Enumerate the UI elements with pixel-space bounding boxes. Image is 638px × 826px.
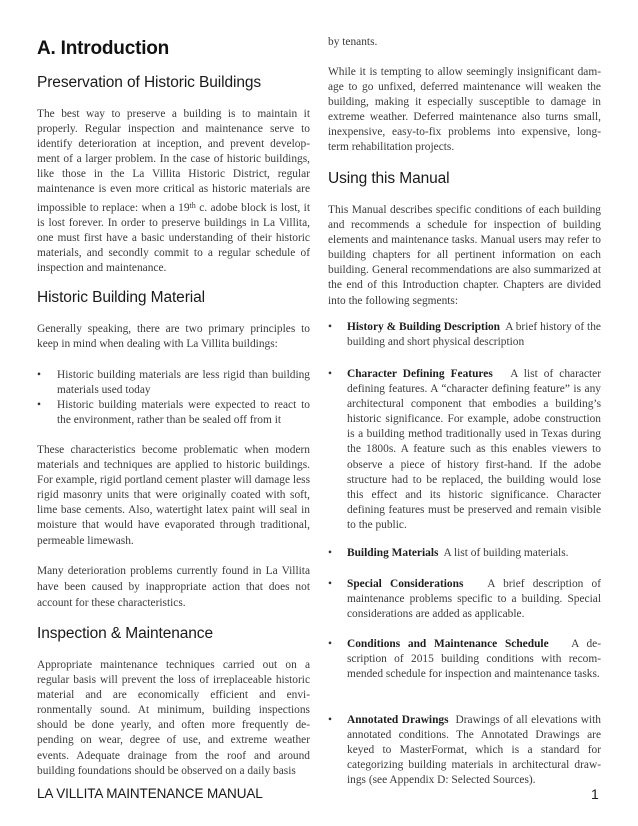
ordinal-suffix: th <box>189 200 196 210</box>
bullet-icon: • <box>328 547 332 559</box>
footer-title: LA VILLITA MAINTENANCE MANUAL <box>37 786 263 801</box>
deferred-maintenance-paragraph: While it is tempting to allow seemingly insignificant damage to go unfixed, deferred maintenance will weaken the building, making it especially susceptible to damage in extreme weather. Deferred maintenance also turns small, inexpensive, easy-to-fix problems into expensive, long-term rehabilitation projects. <box>328 66 601 154</box>
chapter-title: A. Introduction <box>37 38 170 59</box>
section-heading-historic-material: Historic Building Material <box>37 289 205 306</box>
bullet-icon: • <box>37 369 41 381</box>
bullet-icon: • <box>37 399 41 412</box>
historic-material-intro: Generally speaking, there are two primary principles to keep in mind when dealing with La Villita buildings: <box>37 323 310 351</box>
segment-description: Drawings of all elevations with annotated conditions. The Annotated Drawings are keyed to MasterFormat, which is a standard for categorizing building materials in architectural drawings (see Appendix D: Selected Sources). <box>347 714 602 787</box>
segment-building-materials <box>328 546 601 561</box>
segment-character-features <box>328 367 601 533</box>
segment-list <box>328 577 601 622</box>
continuation-text: by tenants. <box>328 36 378 48</box>
segment-term: Character Defining Features <box>347 368 493 380</box>
segment-list <box>328 713 601 788</box>
principles-list <box>37 368 310 428</box>
segment-description: A list of building materials. <box>443 547 569 559</box>
page-number: 1 <box>591 786 599 802</box>
segment-annotated-drawings <box>328 713 601 788</box>
bullet-icon: • <box>328 321 332 333</box>
list-item <box>37 368 310 398</box>
segment-term: Building Materials <box>347 547 439 559</box>
segment-special-considerations <box>328 577 601 622</box>
segment-conditions-schedule <box>328 637 601 682</box>
using-manual-intro: This Manual describes specific conditions of each building and recommends a schedule for inspection of building elements and maintenance tasks. Manual users may refer to building chapters for all pertinent information on each building. General recommendations are also summarized at the end of this Introduction chapter. Chapters are divided into the following segments: <box>328 204 601 307</box>
segment-term: Special Considerations <box>347 578 464 590</box>
segment-description: A brief description of maintenance problems specific to a building. Special considerations are added as applicable. <box>347 578 602 621</box>
list-item-text: Historic building materials are less rigid than building materials used today <box>57 369 310 397</box>
segment-description: A description of 2015 building conditions with recommended schedule for inspection and maintenance tasks. <box>347 638 601 681</box>
bullet-icon: • <box>328 578 332 590</box>
section-heading-using-manual: Using this Manual <box>328 170 450 187</box>
segment-description: A brief history of the building and short physical description <box>347 321 601 349</box>
preservation-text-part2: c. adobe block is lost, it is lost forever. In order to preserve buildings in La Villita, one must first have a basic understanding of their historic materials, and secondly commit to a regular schedule of inspection and maintenance. <box>37 201 310 274</box>
segment-history <box>328 320 601 350</box>
segment-term: Annotated Drawings <box>347 714 449 726</box>
segment-list <box>328 367 601 533</box>
segment-list <box>328 320 601 350</box>
inspection-paragraph: Appropriate maintenance techniques carried out on a regular basis will prevent the loss of irreplaceable historic material and are economically efficient and environmentally sound. At minimum, building inspections should be done yearly, and often more frequently depending on wear, degree of use, and extreme weather events. Adequate drainage from the roof and around building foundations should be observed on a daily basis <box>37 659 310 777</box>
section-heading-preservation: Preservation of Historic Buildings <box>37 74 262 91</box>
characteristics-paragraph: These characteristics become problematic when modern materials and techniques are applied to historic buildings. For example, rigid portland cement plaster will damage less rigid masonry units that were originally coated with soft, lime base cements. Also, watertight latex paint will seal in moisture that would have evaporated through traditional, permeable limewash. <box>37 444 310 547</box>
list-item <box>37 398 310 428</box>
bullet-icon: • <box>328 368 332 380</box>
segment-list <box>328 546 601 561</box>
bullet-icon: • <box>328 638 332 650</box>
preservation-paragraph <box>37 107 310 276</box>
segment-list <box>328 637 601 682</box>
list-item-text: Historic building materials were expected to react to the environment, rather than be sealed off from it <box>57 399 310 427</box>
preservation-text-part1: The best way to preserve a building is to maintain it properly. Regular inspection and maintenance serve to identify deterioration at inception, and prevent development of a larger problem. In the case of historic buildings, like those in the La Villita Historic District, regular maintenance is even more critical as historic materials are impossible to replace: when a 19 <box>37 108 310 214</box>
segment-description: A list of character defining features. A “character defining feature” is any architectural component that embodies a building’s historic significance. For example, adobe construction is a building method traditionally used in Texas during the 1800s. A feature such as this enables viewers to observe a piece of history first-hand. If the adobe structure had to be replaced, the building would lose this effect and its historic significance. Character defining features must be preserved and remain visible to the public. <box>347 368 601 531</box>
segment-term: History & Building Description <box>347 321 501 333</box>
segment-term: Conditions and Maintenance Schedule <box>347 638 549 650</box>
section-heading-inspection: Inspection & Maintenance <box>37 625 213 642</box>
bullet-icon: • <box>328 714 332 726</box>
deterioration-paragraph: Many deterioration problems currently found in La Villita have been caused by inappropriate action that does not account for these characteristics. <box>37 565 310 609</box>
